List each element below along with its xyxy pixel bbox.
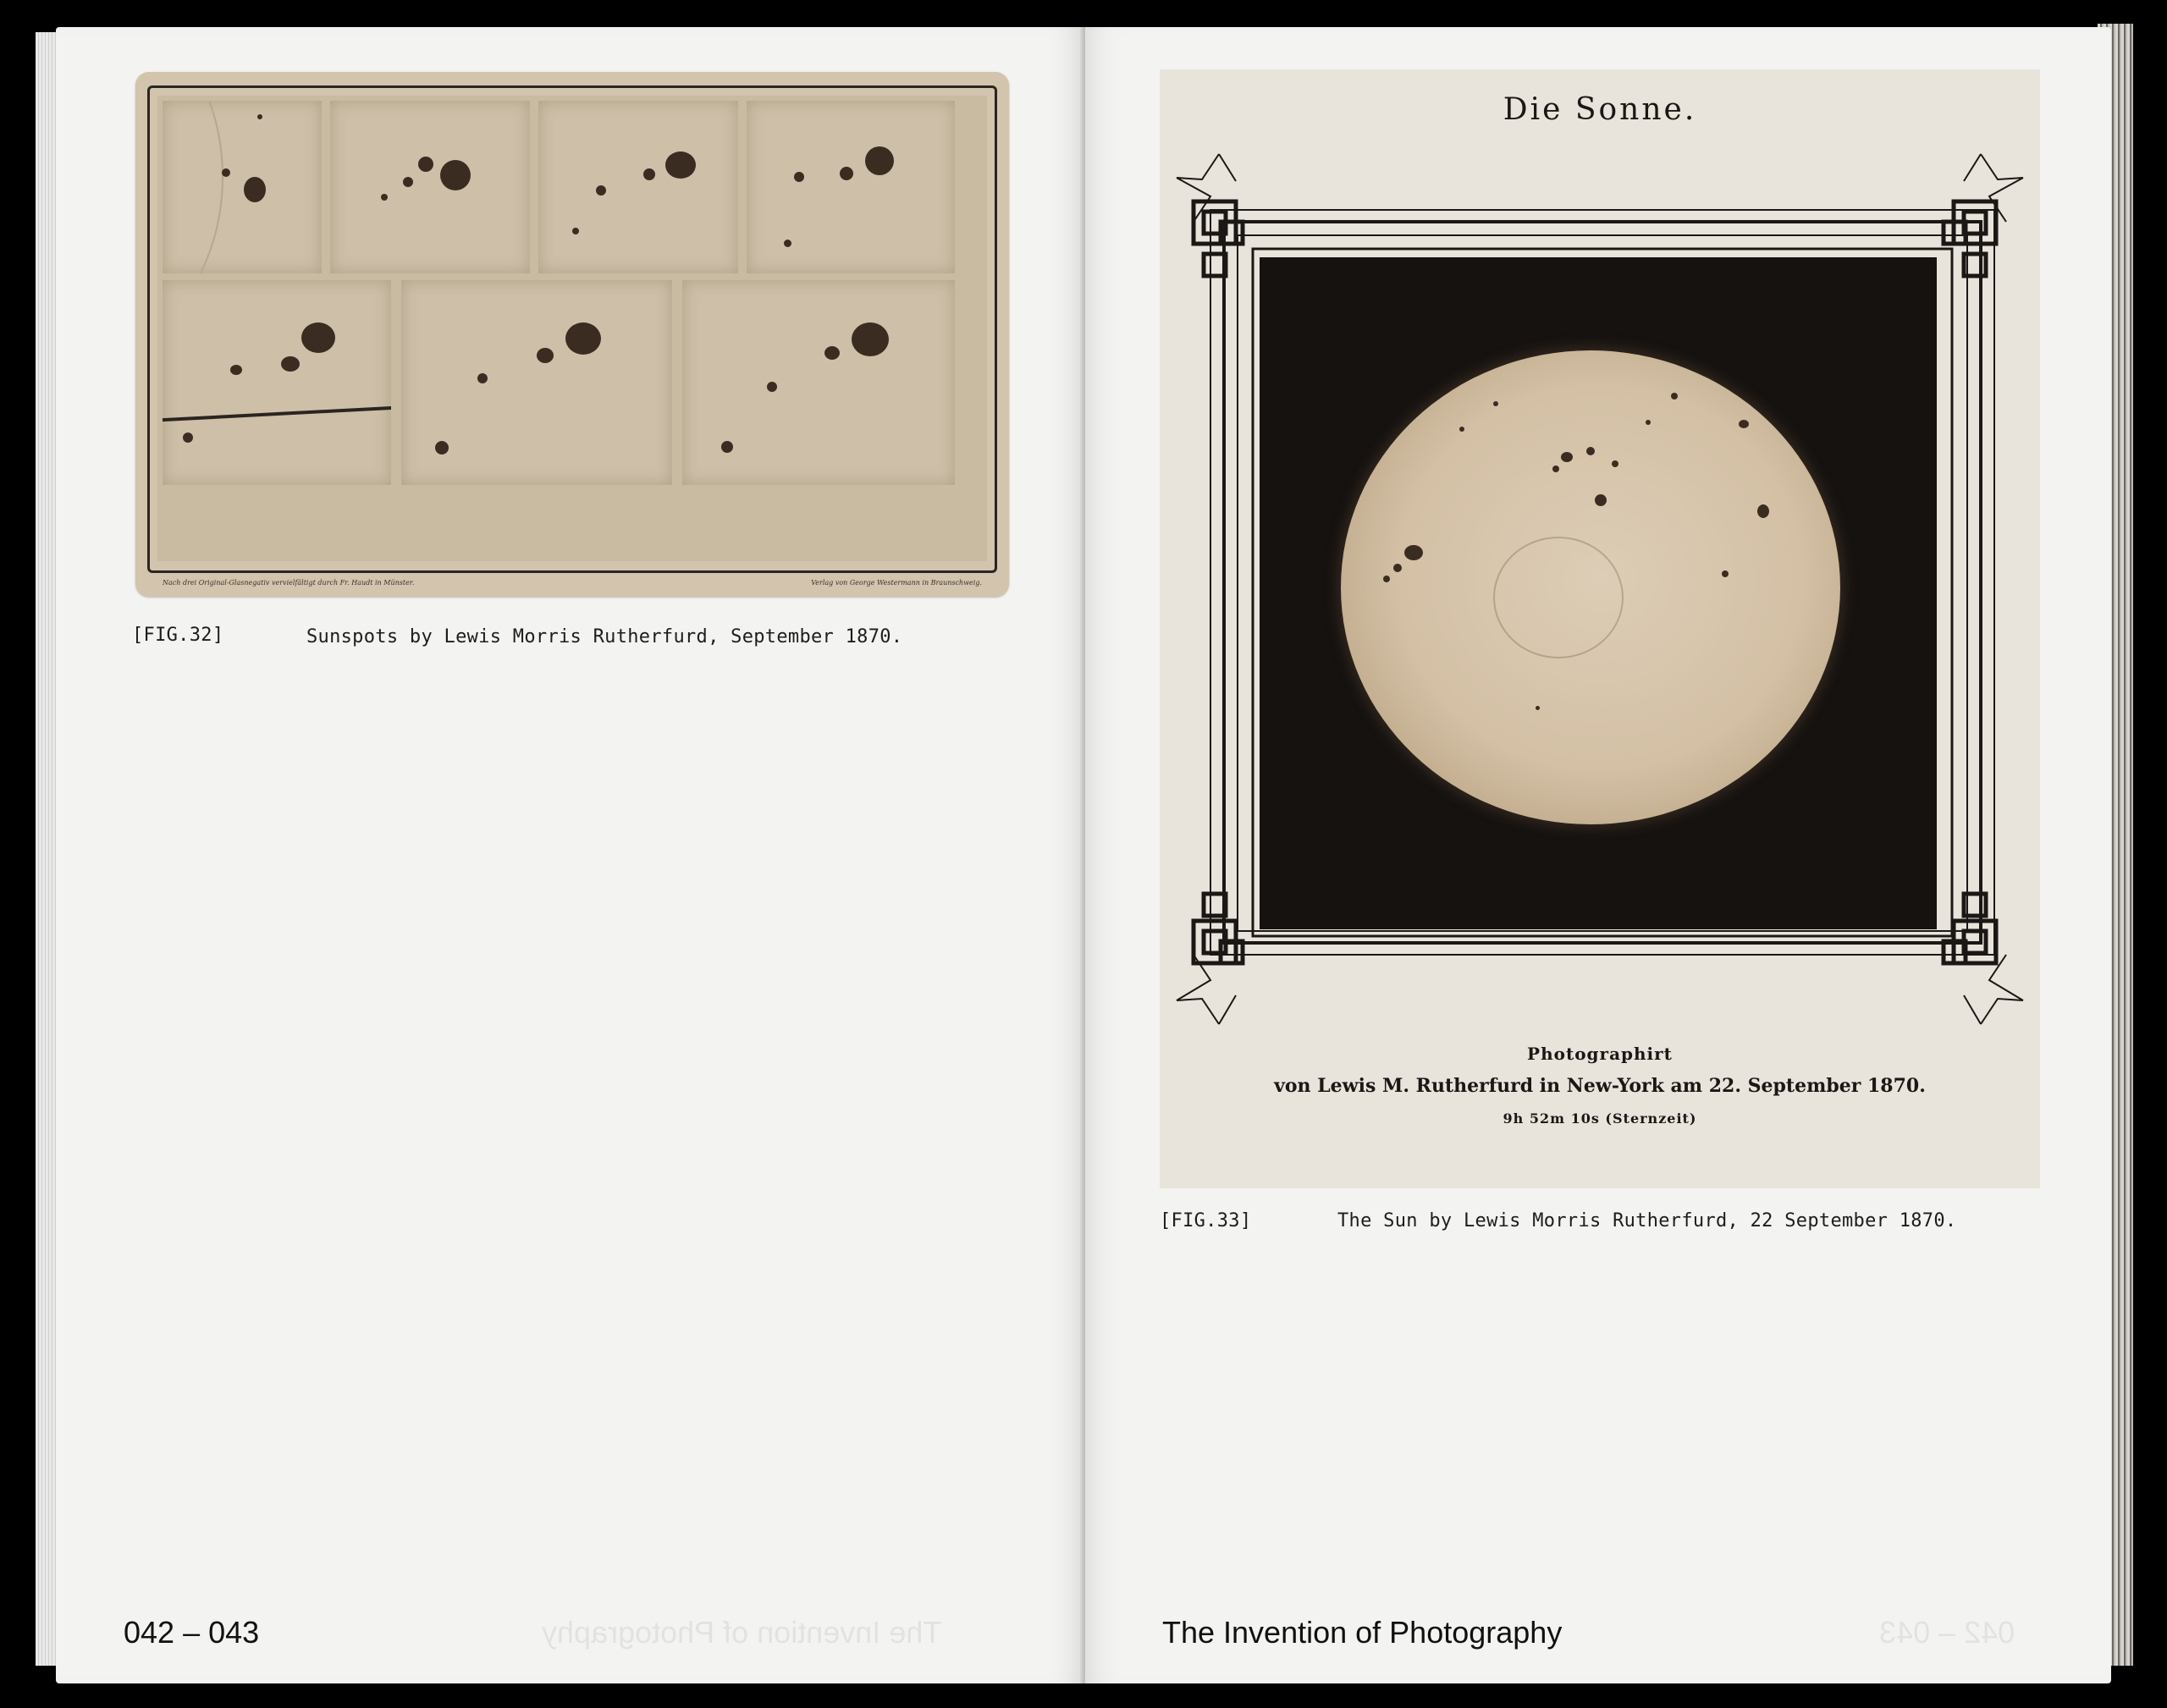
bleed-through-folio: 042 – 043 <box>1879 1615 2015 1650</box>
sun-photograph <box>1260 257 1937 929</box>
plate-line-2: von Lewis M. Rutherfurd in New-York am 22. September 1870. <box>1274 1075 1926 1097</box>
plate-line-1: Photographirt <box>1527 1044 1673 1064</box>
plate-title: Die Sonne. <box>1503 92 1697 127</box>
sunspots-panels <box>157 96 987 561</box>
sunspot-panel-5 <box>163 280 391 485</box>
bleed-through-title: The Invention of Photography <box>542 1615 942 1650</box>
sunspots-photo-card <box>135 72 1009 597</box>
sunspot-panel-2 <box>330 101 530 273</box>
sun-plate <box>1160 69 2040 1188</box>
sunspot-panel-7 <box>682 280 955 485</box>
running-title: The Invention of Photography <box>1162 1615 1563 1650</box>
page-numbers: 042 – 043 <box>124 1615 260 1650</box>
fig32-caption: Sunspots by Lewis Morris Rutherfurd, September 1870. <box>306 626 903 647</box>
card-imprint-left: Nach drei Original-Glasnegativ vervielfältigt durch Fr. Haudt in Münster. <box>163 579 415 587</box>
sun-disc <box>1341 350 1840 824</box>
sunspot-panel-1 <box>163 101 322 273</box>
sunspot-panel-3 <box>538 101 738 273</box>
sunspot-panel-4 <box>747 101 955 273</box>
fig32-label: [FIG.32] <box>132 625 224 646</box>
card-imprint-right: Verlag von George Westermann in Braunschweig. <box>811 579 982 587</box>
fig33-caption: The Sun by Lewis Morris Rutherfurd, 22 September 1870. <box>1337 1210 1957 1231</box>
sunspot-panel-6 <box>401 280 672 485</box>
plate-line-3: 9h 52m 10s (Sternzeit) <box>1503 1110 1697 1127</box>
fig33-label: [FIG.33] <box>1160 1210 1252 1231</box>
